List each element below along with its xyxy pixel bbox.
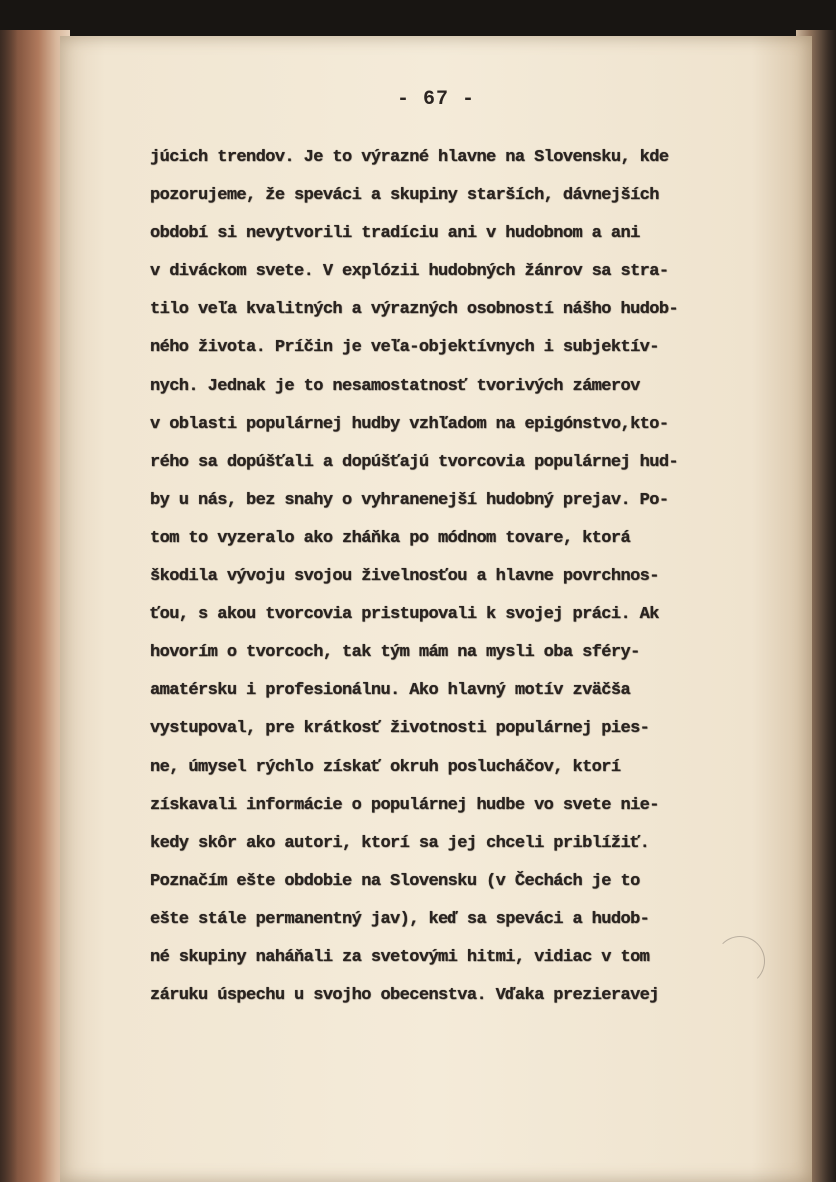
- paper-page: [60, 36, 812, 1182]
- page-number: - 67 -: [396, 88, 475, 111]
- text-line: nych. Jednak je to nesamostatnosť tvorivých zámerov: [150, 376, 640, 396]
- text-line: amatérsku i profesionálnu. Ako hlavný motív zväčša: [150, 681, 631, 701]
- text-line: získavali informácie o populárnej hudbe vo svete nie-: [150, 795, 659, 815]
- text-line: v diváckom svete. V explózii hudobných žánrov sa stra-: [150, 262, 669, 282]
- text-line: ne, úmysel rýchlo získať okruh poslucháčov, ktorí: [150, 757, 621, 777]
- text-line: ešte stále permanentný jav), keď sa speváci a hudob-: [150, 909, 650, 929]
- text-line: škodila vývoju svojou živelnosťou a hlavne povrchnos-: [150, 567, 659, 587]
- text-line: hovorím o tvorcoch, tak tým mám na mysli oba sféry-: [150, 643, 640, 663]
- text-line: ťou, s akou tvorcovia pristupovali k svojej práci. Ak: [150, 605, 659, 625]
- pencil-mark: [715, 936, 765, 986]
- text-line: pozorujeme, že speváci a skupiny starších, dávnejších: [150, 186, 659, 206]
- text-line: tom to vyzeralo ako zháňka po módnom tovare, ktorá: [150, 528, 631, 548]
- text-line: júcich trendov. Je to výrazné hlavne na Slovensku, kde: [150, 148, 669, 167]
- scanner-top-edge: [0, 0, 836, 40]
- text-line: tilo veľa kvalitných a výrazných osobností nášho hudob-: [150, 300, 679, 320]
- text-line: rého sa dopúšťali a dopúšťajú tvorcovia populárnej hud-: [150, 452, 679, 472]
- text-line: ného života. Príčin je veľa-objektívnych i subjektív-: [150, 338, 659, 358]
- text-line: období si nevytvorili tradíciu ani v hudobnom a ani: [150, 224, 640, 244]
- text-line: záruku úspechu u svojho obecenstva. Vďaka prezieravej: [150, 986, 659, 1006]
- typewritten-text-block: [150, 139, 790, 1015]
- text-line: kedy skôr ako autori, ktorí sa jej chceli priblížiť.: [150, 833, 650, 853]
- text-line: v oblasti populárnej hudby vzhľadom na epigónstvo,kto-: [150, 414, 669, 434]
- text-line: né skupiny naháňali za svetovými hitmi, vidiac v tom: [150, 947, 650, 967]
- left-edge-shadow: [0, 30, 18, 1182]
- text-line: by u nás, bez snahy o vyhranenejší hudobný prejav. Po-: [150, 490, 669, 510]
- text-line: Poznačím ešte obdobie na Slovensku (v Čechách je to: [150, 871, 640, 891]
- text-line: vystupoval, pre krátkosť životnosti populárnej pies-: [150, 719, 650, 739]
